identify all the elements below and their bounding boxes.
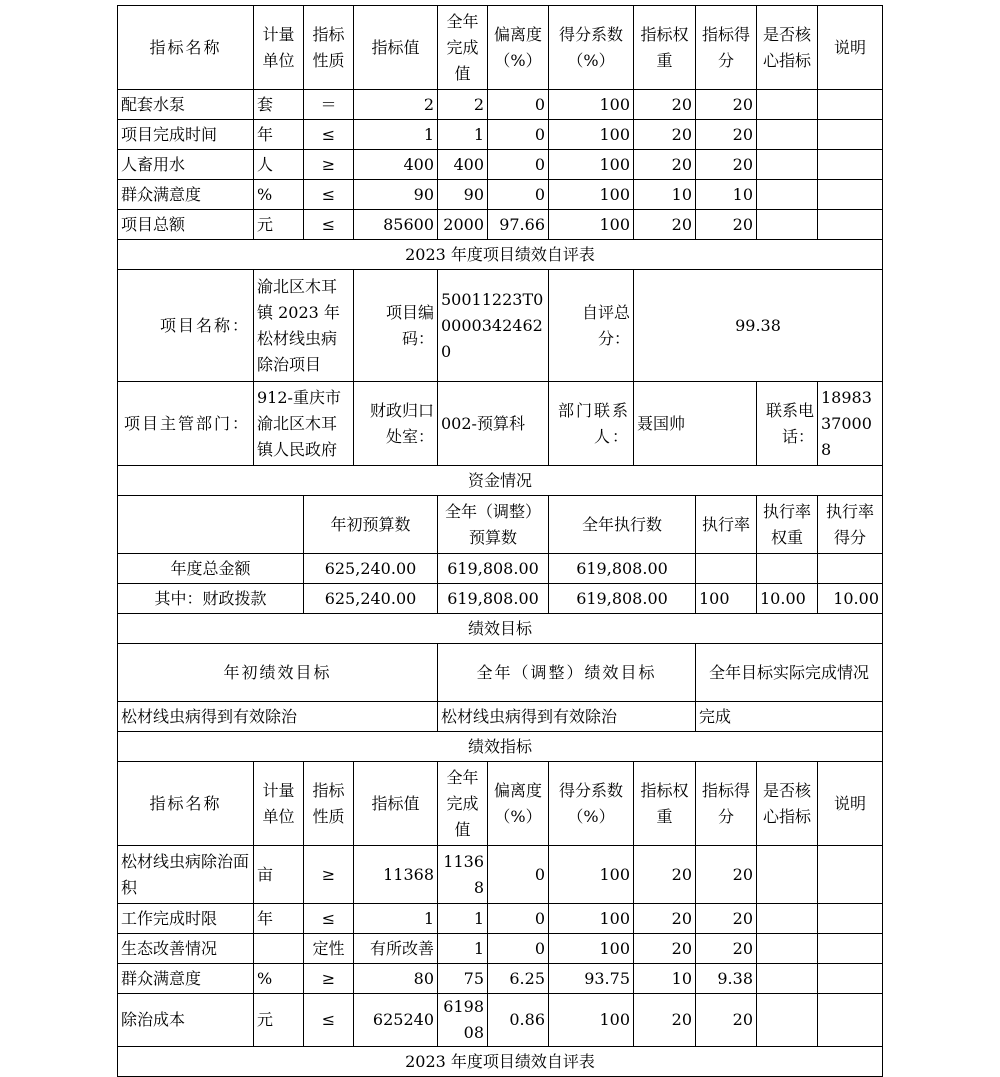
col-header-name: 指标名称: [118, 6, 254, 90]
cell-weight: 20: [634, 150, 696, 180]
cell-weight: 20: [634, 934, 696, 964]
cell-value: 1: [354, 904, 438, 934]
col-header-value: 指标值: [354, 6, 438, 90]
cell-unit: 元: [254, 210, 304, 240]
table-row: [118, 994, 883, 1047]
funds-cell-adjusted: 619,808.00: [438, 554, 549, 584]
cell-deviation: 0: [488, 846, 549, 904]
funds-cell-executed: 619,808.00: [549, 584, 696, 614]
cell-weight: 20: [634, 994, 696, 1047]
cell-nature: ≥: [304, 150, 354, 180]
cell-unit: 年: [254, 904, 304, 934]
goal-adjusted: 松材线虫病得到有效除治: [438, 702, 696, 732]
col-header-score: 指标得分: [696, 6, 757, 90]
goals-value-row: [118, 702, 883, 732]
cell-note: [818, 120, 883, 150]
project-code: 50011223T000003424620: [438, 270, 549, 382]
cell-note: [818, 904, 883, 934]
funds-header-blank: [118, 496, 304, 554]
indicator-header-row-2: [118, 762, 883, 846]
cell-core: [757, 210, 818, 240]
dept-info-row: [118, 382, 883, 466]
cell-name: 松材线虫病除治面积: [118, 846, 254, 904]
cell-note: [818, 150, 883, 180]
cell-unit: %: [254, 180, 304, 210]
funds-cell-rate: 100: [696, 584, 757, 614]
cell-nature: 定性: [304, 934, 354, 964]
funds-header-rate-weight: 执行率权重: [757, 496, 818, 554]
indicators-section-title: 绩效指标: [118, 732, 883, 762]
cell-core: [757, 934, 818, 964]
cell-unit: %: [254, 964, 304, 994]
cell-actual: 1: [438, 934, 488, 964]
col-header-score-2: 指标得分: [696, 762, 757, 846]
col-header-value-2: 指标值: [354, 762, 438, 846]
cell-name: 除治成本: [118, 994, 254, 1047]
cell-name: 人畜用水: [118, 150, 254, 180]
cell-note: [818, 846, 883, 904]
goals-section-title: 绩效目标: [118, 614, 883, 644]
cell-nature: ≥: [304, 964, 354, 994]
cell-deviation: 0: [488, 120, 549, 150]
cell-deviation: 0: [488, 904, 549, 934]
dept-label: 项目主管部门：: [118, 382, 254, 466]
finance-office: 002-预算科: [438, 382, 549, 466]
cell-note: [818, 934, 883, 964]
cell-name: 配套水泵: [118, 90, 254, 120]
cell-score-coef: 100: [549, 994, 634, 1047]
cell-score-coef: 100: [549, 934, 634, 964]
funds-cell-label: 其中：财政拨款: [118, 584, 304, 614]
col-header-actual: 全年完成值: [438, 6, 488, 90]
project-name: 渝北区木耳镇 2023 年松材线虫病除治项目: [254, 270, 354, 382]
cell-nature: ≤: [304, 994, 354, 1047]
funds-rows: [118, 554, 883, 614]
col-header-score-coef: 得分系数（%）: [549, 6, 634, 90]
cell-weight: 10: [634, 964, 696, 994]
goal-initial-label: 年初绩效目标: [118, 644, 438, 702]
cell-weight: 20: [634, 210, 696, 240]
cell-value: 2: [354, 90, 438, 120]
col-header-deviation: 偏离度（%）: [488, 6, 549, 90]
col-header-actual-2: 全年完成值: [438, 762, 488, 846]
cell-name: 项目完成时间: [118, 120, 254, 150]
contact-person: 聂国帅: [634, 382, 757, 466]
cell-unit: 年: [254, 120, 304, 150]
funds-header-rate-score: 执行率得分: [818, 496, 883, 554]
cell-deviation: 0.86: [488, 994, 549, 1047]
col-header-weight: 指标权重: [634, 6, 696, 90]
table-row: [118, 120, 883, 150]
cell-score: 20: [696, 120, 757, 150]
cell-nature: ≤: [304, 210, 354, 240]
cell-core: [757, 120, 818, 150]
cell-note: [818, 964, 883, 994]
cell-core: [757, 90, 818, 120]
goal-adjusted-label: 全年（调整）绩效目标: [438, 644, 696, 702]
project-info-row: [118, 270, 883, 382]
funds-header-adjusted: 全年（调整）预算数: [438, 496, 549, 554]
cell-score-coef: 100: [549, 904, 634, 934]
cell-unit: [254, 934, 304, 964]
col-header-core: 是否核心指标: [757, 6, 818, 90]
cell-deviation: 0: [488, 180, 549, 210]
col-header-unit-2: 计量单位: [254, 762, 304, 846]
cell-score-coef: 93.75: [549, 964, 634, 994]
cell-name: 群众满意度: [118, 964, 254, 994]
cell-deviation: 0: [488, 90, 549, 120]
cell-score: 20: [696, 90, 757, 120]
table-row: [118, 934, 883, 964]
funds-cell-budget: 625,240.00: [304, 584, 438, 614]
project-name-label: 项目名称：: [118, 270, 254, 382]
col-header-score-coef-2: 得分系数（%）: [549, 762, 634, 846]
cell-value: 625240: [354, 994, 438, 1047]
cell-unit: 元: [254, 994, 304, 1047]
funds-row: [118, 584, 883, 614]
col-header-nature-2: 指标性质: [304, 762, 354, 846]
cell-name: 项目总额: [118, 210, 254, 240]
cell-deviation: 0: [488, 934, 549, 964]
cell-note: [818, 90, 883, 120]
form-title: 2023 年度项目绩效自评表: [118, 240, 883, 270]
cell-actual: 1: [438, 120, 488, 150]
cell-score: 20: [696, 994, 757, 1047]
cell-actual: 1: [438, 904, 488, 934]
cell-actual: 2000: [438, 210, 488, 240]
cell-note: [818, 994, 883, 1047]
cell-score: 20: [696, 934, 757, 964]
table-row: [118, 904, 883, 934]
cell-nature: ≤: [304, 120, 354, 150]
cell-weight: 20: [634, 120, 696, 150]
table-row: [118, 964, 883, 994]
cell-score-coef: 100: [549, 846, 634, 904]
cell-score: 20: [696, 904, 757, 934]
cell-core: [757, 964, 818, 994]
performance-sheet: [117, 5, 882, 1077]
cell-nature: ≤: [304, 904, 354, 934]
cell-weight: 20: [634, 846, 696, 904]
funds-cell-rate-weight: [757, 554, 818, 584]
cell-value: 有所改善: [354, 934, 438, 964]
funds-cell-rate-score: 10.00: [818, 584, 883, 614]
cell-actual: 619808: [438, 994, 488, 1047]
funds-header-row: [118, 496, 883, 554]
cell-deviation: 6.25: [488, 964, 549, 994]
col-header-weight-2: 指标权重: [634, 762, 696, 846]
table-row: [118, 90, 883, 120]
cell-unit: 人: [254, 150, 304, 180]
cell-core: [757, 904, 818, 934]
funds-cell-budget: 625,240.00: [304, 554, 438, 584]
performance-table: [117, 5, 883, 1077]
goal-actual-label: 全年目标实际完成情况: [696, 644, 883, 702]
col-header-deviation-2: 偏离度（%）: [488, 762, 549, 846]
project-code-label: 项目编码：: [354, 270, 438, 382]
cell-value: 80: [354, 964, 438, 994]
cell-value: 1: [354, 120, 438, 150]
funds-cell-rate: [696, 554, 757, 584]
cell-score: 20: [696, 150, 757, 180]
cell-value: 400: [354, 150, 438, 180]
cell-weight: 20: [634, 90, 696, 120]
cell-score-coef: 100: [549, 90, 634, 120]
col-header-core-2: 是否核心指标: [757, 762, 818, 846]
funds-row: [118, 554, 883, 584]
cell-nature: ＝: [304, 90, 354, 120]
cell-weight: 20: [634, 904, 696, 934]
cell-value: 11368: [354, 846, 438, 904]
finance-label: 财政归口处室：: [354, 382, 438, 466]
goal-actual: 完成: [696, 702, 883, 732]
cell-actual: 90: [438, 180, 488, 210]
funds-header-budget: 年初预算数: [304, 496, 438, 554]
col-header-note-2: 说明: [818, 762, 883, 846]
cell-score: 10: [696, 180, 757, 210]
indicator-header-row: [118, 6, 883, 90]
phone-number: 18983370008: [818, 382, 883, 466]
table-row: [118, 210, 883, 240]
goal-initial: 松材线虫病得到有效除治: [118, 702, 438, 732]
dept-name: 912-重庆市渝北区木耳镇人民政府: [254, 382, 354, 466]
cell-score-coef: 100: [549, 210, 634, 240]
cell-score-coef: 100: [549, 120, 634, 150]
cell-weight: 10: [634, 180, 696, 210]
cell-score-coef: 100: [549, 150, 634, 180]
phone-label: 联系电话：: [757, 382, 818, 466]
cell-score: 9.38: [696, 964, 757, 994]
self-score: 99.38: [634, 270, 883, 382]
col-header-nature: 指标性质: [304, 6, 354, 90]
cell-deviation: 0: [488, 150, 549, 180]
indicator-table-2: [118, 846, 883, 1047]
col-header-unit: 计量单位: [254, 6, 304, 90]
cell-name: 工作完成时限: [118, 904, 254, 934]
cell-core: [757, 180, 818, 210]
cell-actual: 400: [438, 150, 488, 180]
self-score-label: 自评总分：: [549, 270, 634, 382]
cell-core: [757, 150, 818, 180]
table-row: [118, 846, 883, 904]
funds-header-rate: 执行率: [696, 496, 757, 554]
cell-core: [757, 994, 818, 1047]
cell-note: [818, 180, 883, 210]
cell-unit: 亩: [254, 846, 304, 904]
cell-name: 生态改善情况: [118, 934, 254, 964]
funds-cell-label: 年度总金额: [118, 554, 304, 584]
cell-value: 85600: [354, 210, 438, 240]
cell-note: [818, 210, 883, 240]
goals-header-row: [118, 644, 883, 702]
cell-score: 20: [696, 846, 757, 904]
cell-value: 90: [354, 180, 438, 210]
cell-core: [757, 846, 818, 904]
funds-cell-rate-score: [818, 554, 883, 584]
cell-name: 群众满意度: [118, 180, 254, 210]
cell-actual: 11368: [438, 846, 488, 904]
cell-score: 20: [696, 210, 757, 240]
cell-actual: 2: [438, 90, 488, 120]
funds-header-executed: 全年执行数: [549, 496, 696, 554]
table-row: [118, 150, 883, 180]
cell-unit: 套: [254, 90, 304, 120]
funds-cell-adjusted: 619,808.00: [438, 584, 549, 614]
indicator-table-1: [118, 90, 883, 240]
cell-nature: ≥: [304, 846, 354, 904]
cell-deviation: 97.66: [488, 210, 549, 240]
table-row: [118, 180, 883, 210]
col-header-name-2: 指标名称: [118, 762, 254, 846]
funds-cell-rate-weight: 10.00: [757, 584, 818, 614]
col-header-note: 说明: [818, 6, 883, 90]
cell-actual: 75: [438, 964, 488, 994]
contact-label: 部门联系人：: [549, 382, 634, 466]
funds-cell-executed: 619,808.00: [549, 554, 696, 584]
footer-title: 2023 年度项目绩效自评表: [118, 1047, 883, 1077]
funds-section-title: 资金情况: [118, 466, 883, 496]
cell-nature: ≤: [304, 180, 354, 210]
cell-score-coef: 100: [549, 180, 634, 210]
